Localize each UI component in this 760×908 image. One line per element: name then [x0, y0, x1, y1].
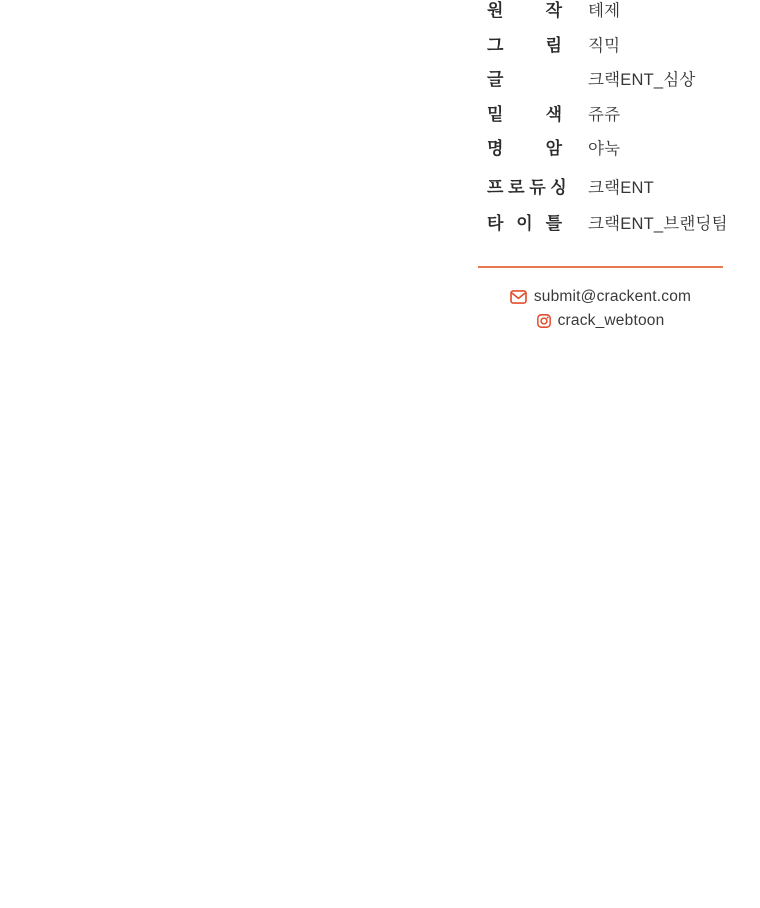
credit-role: 그 림 — [487, 35, 562, 55]
credit-role: 명 암 — [487, 139, 562, 158]
credit-role: 글 — [487, 70, 504, 89]
divider-line — [478, 266, 723, 268]
credit-role: 타 이 틀 — [487, 214, 562, 233]
credit-role: 밑 색 — [487, 104, 562, 124]
credit-name: 크랙ENT — [588, 178, 654, 197]
contact-block — [478, 288, 723, 329]
contact-email-line — [510, 288, 691, 305]
credit-name: 직믹 — [588, 36, 621, 55]
contact-email-text: submit@crackent.com — [533, 288, 692, 305]
credit-name: 톄제 — [588, 2, 621, 20]
credits-block — [487, 0, 728, 242]
credit-name: 쥬쥬 — [588, 105, 621, 124]
credit-row-writing — [487, 63, 728, 98]
contact-instagram-text: crack_webtoon — [557, 312, 665, 329]
credit-role: 원 작 — [487, 1, 562, 20]
contact-instagram-line — [537, 312, 665, 329]
credit-row-title — [487, 207, 728, 242]
credit-row-producing — [487, 171, 728, 206]
credit-row-shading — [487, 132, 728, 167]
envelope-icon — [510, 290, 527, 304]
credit-name: 야눅 — [588, 140, 621, 158]
credit-role: 프 로 듀 싱 — [487, 177, 567, 197]
credit-row-original — [487, 0, 728, 29]
credit-row-art — [487, 29, 728, 64]
credit-name: 크랙ENT_브랜딩팀 — [588, 215, 728, 233]
instagram-icon — [537, 314, 551, 328]
credit-name: 크랙ENT_심상 — [588, 71, 696, 89]
credit-row-base-color — [487, 98, 728, 133]
